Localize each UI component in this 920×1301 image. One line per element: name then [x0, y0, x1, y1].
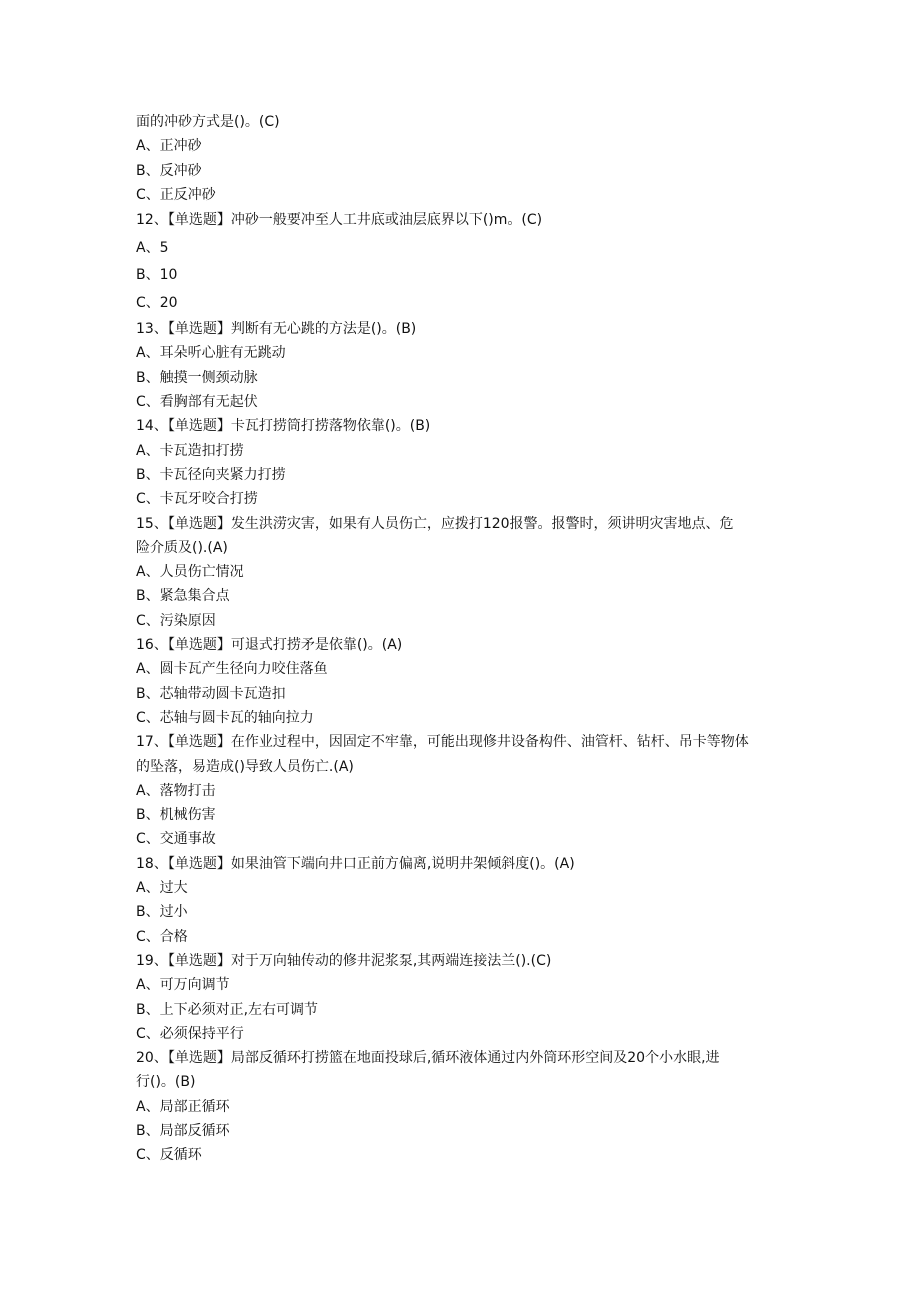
question-12-stem: 12、【单选题】冲砂一般要冲至人工井底或油层底界以下()m。(C): [136, 212, 543, 229]
question-20-option-c: C、反循环: [136, 1147, 202, 1164]
question-19-stem: 19、【单选题】对于万向轴传动的修井泥浆泵,其两端连接法兰().(C): [136, 952, 552, 969]
question-11-option-c: C、正反冲砂: [136, 186, 216, 203]
question-14-option-c: C、卡瓦牙咬合打捞: [136, 491, 258, 508]
question-17-stem-continuation: 的坠落，易造成()导致人员伤亡.(A): [136, 758, 354, 775]
question-15-option-b: B、紧急集合点: [136, 588, 230, 605]
question-12-option-a: A、5: [136, 239, 169, 256]
question-11-option-b: B、反冲砂: [136, 162, 202, 179]
question-13-option-c: C、看胸部有无起伏: [136, 394, 258, 411]
question-16-option-a: A、圆卡瓦产生径向力咬住落鱼: [136, 661, 328, 678]
question-20-stem-continuation: 行()。(B): [136, 1074, 196, 1091]
question-16-stem: 16、【单选题】可退式打捞矛是依靠()。(A): [136, 637, 403, 654]
question-19-option-c: C、必须保持平行: [136, 1025, 244, 1042]
question-20-stem: 20、【单选题】局部反循环打捞篮在地面投球后,循环液体通过内外筒环形空间及20个小水眼,进: [136, 1050, 720, 1067]
question-13-option-b: B、触摸一侧颈动脉: [136, 369, 258, 386]
question-17-option-c: C、交通事故: [136, 831, 216, 848]
question-18-stem: 18、【单选题】如果油管下端向井口正前方偏离,说明井架倾斜度()。(A): [136, 855, 575, 872]
question-15-stem-continuation: 险介质及().(A): [136, 539, 228, 556]
question-15-option-c: C、污染原因: [136, 612, 216, 629]
question-17-option-b: B、机械伤害: [136, 807, 216, 824]
question-14-stem: 14、【单选题】卡瓦打捞筒打捞落物依靠()。(B): [136, 418, 431, 435]
question-16-option-b: B、芯轴带动圆卡瓦造扣: [136, 685, 286, 702]
question-18-option-c: C、合格: [136, 928, 188, 945]
question-12-option-b: B、10: [136, 267, 178, 284]
question-17-option-a: A、落物打击: [136, 782, 216, 799]
question-11-option-a: A、正冲砂: [136, 138, 202, 155]
question-15-option-a: A、人员伤亡情况: [136, 564, 244, 581]
question-14-option-b: B、卡瓦径向夹紧力打捞: [136, 466, 286, 483]
question-13-option-a: A、耳朵听心脏有无跳动: [136, 345, 286, 362]
question-18-option-b: B、过小: [136, 904, 188, 921]
document-page: [136, 110, 796, 1168]
question-17-stem: 17、【单选题】在作业过程中，因固定不牢靠，可能出现修井设备构件、油管杆、钻杆、吊卡等物体: [136, 734, 749, 751]
question-16-option-c: C、芯轴与圆卡瓦的轴向拉力: [136, 709, 314, 726]
question-15-stem: 15、【单选题】发生洪涝灾害，如果有人员伤亡，应拨打120报警。报警时，须讲明灾害地点、危: [136, 515, 734, 532]
question-12-option-c: C、20: [136, 294, 178, 311]
question-18-option-a: A、过大: [136, 880, 188, 897]
question-13-stem: 13、【单选题】判断有无心跳的方法是()。(B): [136, 321, 417, 338]
question-20-option-b: B、局部反循环: [136, 1122, 230, 1139]
question-19-option-a: A、可万向调节: [136, 977, 230, 994]
question-20-option-a: A、局部正循环: [136, 1098, 230, 1115]
question-19-option-b: B、上下必须对正,左右可调节: [136, 1001, 319, 1018]
question-14-option-a: A、卡瓦造扣打捞: [136, 442, 244, 459]
question-11-stem-continuation: 面的冲砂方式是()。(C): [136, 114, 280, 130]
